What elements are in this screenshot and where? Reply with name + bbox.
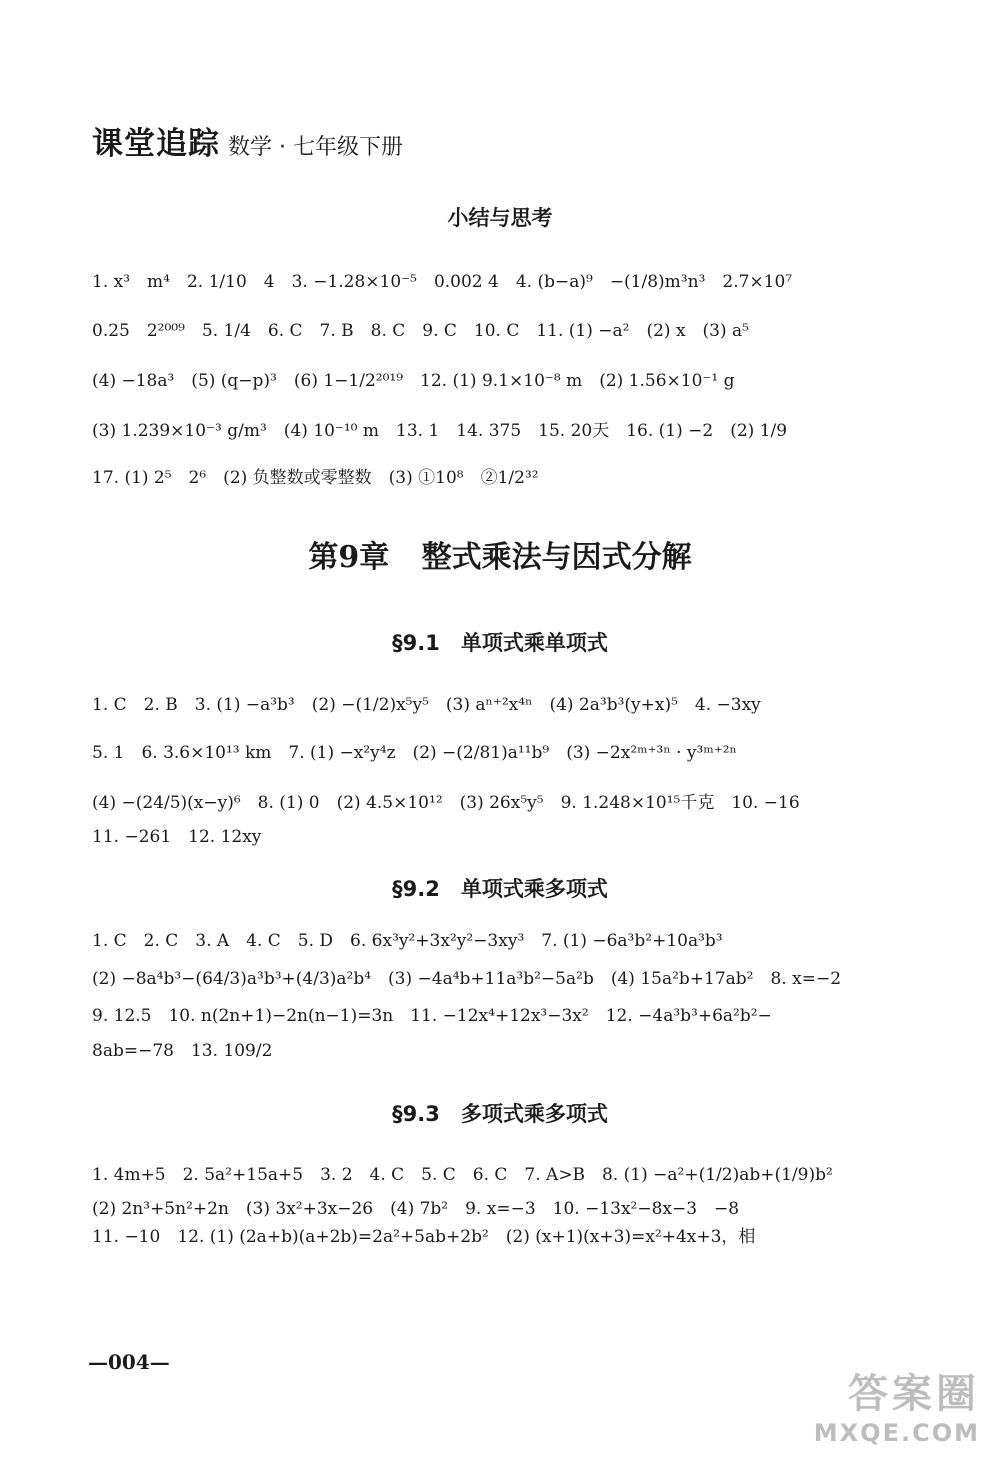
- answer-line: (4) −(24/5)(x−y)⁶ 8. (1) 0 (2) 4.5×10¹² (3) 26x⁵y⁵ 9. 1.248×10¹⁵千克 10. −16: [92, 793, 800, 813]
- answer-line: 1. 4m+5 2. 5a²+15a+5 3. 2 4. C 5. C 6. C 7. A>B 8. (1) −a²+(1/2)ab+(1/9)b²: [92, 1165, 833, 1185]
- answer-line: 5. 1 6. 3.6×10¹³ km 7. (1) −x²y⁴z (2) −(2/81)a¹¹b⁹ (3) −2x²ᵐ⁺³ⁿ · y³ᵐ⁺²ⁿ: [92, 743, 737, 763]
- answer-line: (4) −18a³ (5) (q−p)³ (6) 1−1/2²⁰¹⁹ 12. (1) 9.1×10⁻⁸ m (2) 1.56×10⁻¹ g: [92, 371, 735, 391]
- book-subtitle: 数学 · 七年级下册: [228, 135, 403, 160]
- answer-line: 8ab=−78 13. 109/2: [92, 1041, 273, 1061]
- answer-line: 1. x³ m⁴ 2. 1/10 4 3. −1.28×10⁻⁵ 0.002 4 4. (b−a)⁹ −(1/8)m³n³ 2.7×10⁷: [92, 272, 793, 292]
- section-title: §9.3 多项式乘多项式: [392, 1102, 608, 1126]
- book-header: [92, 118, 403, 163]
- answer-line: 11. −10 12. (1) (2a+b)(a+2b)=2a²+5ab+2b² (2) (x+1)(x+3)=x²+4x+3，相: [92, 1227, 756, 1247]
- answer-line: 17. (1) 2⁵ 2⁶ (2) 负整数或零整数 (3) ①10⁸ ②1/2³²: [92, 468, 539, 488]
- answer-line: 9. 12.5 10. n(2n+1)−2n(n−1)=3n 11. −12x⁴+12x³−3x² 12. −4a³b³+6a²b²−: [92, 1006, 772, 1026]
- answer-line: (2) 2n³+5n²+2n (3) 3x²+3x−26 (4) 7b² 9. x=−3 10. −13x²−8x−3 −8: [92, 1199, 740, 1219]
- answer-line: 1. C 2. C 3. A 4. C 5. D 6. 6x³y²+3x²y²−3xy³ 7. (1) −6a³b²+10a³b³: [92, 931, 723, 951]
- chapter-title: 第9章 整式乘法与因式分解: [308, 540, 692, 575]
- answer-line: 1. C 2. B 3. (1) −a³b³ (2) −(1/2)x⁵y⁵ (3) aⁿ⁺²x⁴ⁿ (4) 2a³b³(y+x)⁵ 4. −3xy: [92, 695, 761, 715]
- answer-line: 11. −261 12. 12xy: [92, 827, 262, 847]
- section-title: §9.2 单项式乘多项式: [392, 877, 608, 901]
- section-title: §9.1 单项式乘单项式: [392, 631, 608, 655]
- answer-line: (3) 1.239×10⁻³ g/m³ (4) 10⁻¹⁰ m 13. 1 14. 375 15. 20天 16. (1) −2 (2) 1/9: [92, 421, 788, 441]
- watermark-url: MXQE.COM: [813, 1419, 980, 1447]
- summary-title: 小结与思考: [447, 206, 553, 230]
- answer-line: 0.25 2²⁰⁰⁹ 5. 1/4 6. C 7. B 8. C 9. C 10. C 11. (1) −a² (2) x (3) a⁵: [92, 321, 749, 341]
- brand-title: 课堂追踪: [92, 126, 220, 162]
- answer-line: (2) −8a⁴b³−(64/3)a³b³+(4/3)a²b⁴ (3) −4a⁴b+11a³b²−5a²b (4) 15a²b+17ab² 8. x=−2: [92, 969, 842, 989]
- watermark-text: 答案圈: [848, 1371, 980, 1417]
- page-number: —004—: [88, 1350, 170, 1374]
- watermark-logo: [814, 1362, 980, 1447]
